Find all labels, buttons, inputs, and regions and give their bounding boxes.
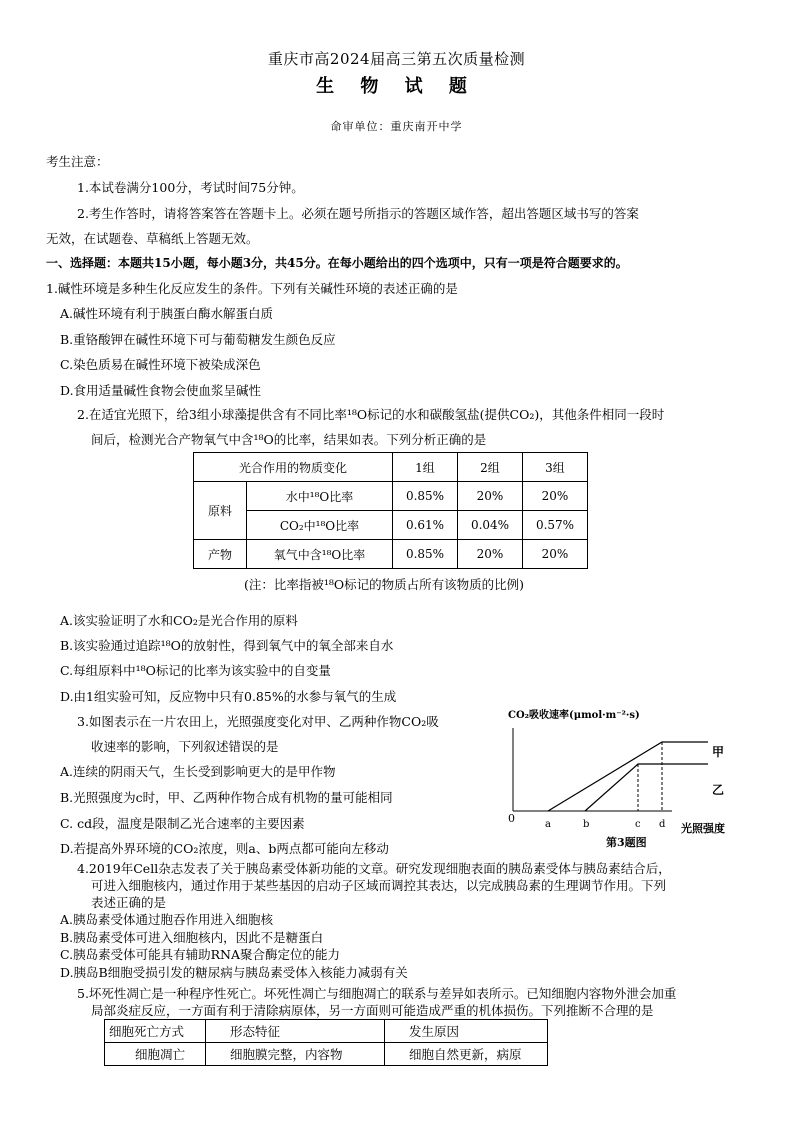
figure-ylabel: CO₂吸收速率(μmol·m⁻²·s) [508,710,640,721]
table-row [194,540,588,569]
table-row [194,453,588,482]
table-cell: 细胞膜完整，内容物 [206,1043,385,1066]
tick-a: a [545,819,551,830]
table-cell: 细胞凋亡 [105,1043,206,1066]
table-row [194,511,588,540]
q5-line-1: 5.坏死性凋亡是一种程序性死亡。坏死性凋亡与细胞凋亡的联系与差异如表所示。已知细胞内容物外泄会加重 [77,986,677,1001]
q1-stem: 1.碱性环境是多种生化反应发生的条件。下列有关碱性环境的表述正确的是 [46,281,458,296]
q3-option-d: D.若提高外界环境的CO₂浓度，则a、b两点都可能向左移动 [60,841,389,856]
q4-option-c: C.胰岛素受体可能具有辅助RNA聚合酶定位的能力 [60,947,340,962]
figure-xlabel: 光照强度 [681,822,725,835]
exam-unit: 命审单位：重庆南开中学 [330,120,463,133]
table-row [105,1020,548,1043]
table-row [194,482,588,511]
notice-item-3: 无效，在试题卷、草稿纸上答题无效。 [46,231,259,246]
q2-option-d: D.由1组实验可知，反应物中只有0.85%的水参与氧气的生成 [60,689,397,704]
table-header-cell: 2组 [458,453,523,482]
table-cell: 0.85% [393,482,458,511]
table-cell: 20% [458,540,523,569]
table-header-cell: 光合作用的物质变化 [194,453,393,482]
table-header-cell: 发生原因 [385,1020,548,1043]
tick-c: c [635,819,641,830]
table-cell: 0.04% [458,511,523,540]
table-header-cell: 形态特征 [206,1020,385,1043]
q4-option-b: B.胰岛素受体可进入细胞核内，因此不是糖蛋白 [60,930,324,945]
notice-item-2: 2.考生作答时，请将答案答在答题卡上。必须在题号所指示的答题区域作答，超出答题区域书写的答案 [77,206,639,221]
q3-stem-line2: 收速率的影响，下列叙述错误的是 [91,739,279,754]
table-header-cell: 3组 [523,453,588,482]
table-header-cell: 1组 [393,453,458,482]
q2-option-a: A.该实验证明了水和CO₂是光合作用的原料 [60,613,298,628]
q2-option-c: C.每组原料中¹⁸O标记的比率为该实验中的自变量 [60,663,331,678]
q3-stem-line1: 3.如图表示在一片农田上，光照强度变化对甲、乙两种作物CO₂吸 [77,714,439,729]
table-cell: 20% [523,482,588,511]
q4-line-1: 4.2019年Cell杂志发表了关于胰岛素受体新功能的文章。研究发现细胞表面的胰岛素受体与胰岛素结合后， [77,861,671,876]
table-cell: 20% [458,482,523,511]
q1-option-d: D.食用适量碱性食物会使血浆呈碱性 [60,383,262,398]
q1-option-c: C.染色质易在碱性环境下被染成深色 [60,357,261,372]
q4-line-2: 可进入细胞核内，通过作用于某些基因的启动子区域而调控其表达，以完成胰岛素的生理调节作用。下列 [91,878,667,893]
exam-title: 重庆市高2024届高三第五次质量检测 [267,50,526,68]
q3-option-a: A.连续的阴雨天气，生长受到影响更大的是甲作物 [60,764,336,779]
table-label-cell: 氧气中含¹⁸O比率 [247,540,393,569]
q3-option-c: C. cd段，温度是限制乙光合速率的主要因素 [60,816,305,831]
table-label-cell: 水中¹⁸O比率 [247,482,393,511]
series-jia-label: 甲 [712,745,725,759]
q1-option-b: B.重铬酸钾在碱性环境下可与葡萄糖发生颜色反应 [60,332,336,347]
figure-origin: 0 [508,812,515,825]
q2-table-note: (注：比率指被¹⁸O标记的物质占所有该物质的比例) [244,577,525,592]
table-cell: 20% [523,540,588,569]
series-yi-line [585,764,708,811]
table-cell: 0.61% [393,511,458,540]
table-cell: 细胞自然更新，病原 [385,1043,548,1066]
q2-option-b: B.该实验通过追踪¹⁸O的放射性，得到氧气中的氧全部来自水 [60,638,394,653]
table-label-cell: CO₂中¹⁸O比率 [247,511,393,540]
table-header-cell: 细胞死亡方式 [105,1020,206,1043]
q4-option-d: D.胰岛B细胞受损引发的糖尿病与胰岛素受体入核能力减弱有关 [60,965,408,980]
q1-option-a: A.碱性环境有利于胰蛋白酶水解蛋白质 [60,306,274,321]
subject-title: 生 物 试 题 [316,76,477,97]
q2-stem-line1: 2.在适宜光照下，给3组小球藻提供含有不同比率¹⁸O标记的水和碳酸氢盐(提供CO₂)，其他条件相同一段时 [77,407,665,422]
notice-label: 考生注意： [46,154,109,169]
q2-table [193,452,588,569]
q2-stem-line2: 间后，检测光合产物氧气中含¹⁸O的比率，结果如表。下列分析正确的是 [91,432,487,447]
table-cell: 0.85% [393,540,458,569]
figure-caption: 第3题图 [606,836,647,849]
q3-figure [500,700,750,850]
table-group-cell: 原料 [194,482,247,540]
q4-option-a: A.胰岛素受体通过胞吞作用进入细胞核 [60,912,274,927]
section-heading: 一、选择题：本题共15小题，每小题3分，共45分。在每小题给出的四个选项中，只有一项是符合题要求的。 [46,256,628,270]
series-jia-line [548,742,708,811]
tick-d: d [659,819,666,830]
series-yi-label: 乙 [712,783,725,797]
table-row [105,1043,548,1066]
table-group-cell: 产物 [194,540,247,569]
q4-line-3: 表述正确的是 [91,895,167,910]
q3-option-b: B.光照强度为c时，甲、乙两种作物合成有机物的量可能相同 [60,790,393,805]
notice-item-1: 1.本试卷满分100分，考试时间75分钟。 [77,180,304,195]
q5-table [104,1019,548,1066]
table-cell: 0.57% [523,511,588,540]
tick-b: b [583,819,590,830]
q5-line-2: 局部炎症反应，一方面有利于清除病原体，另一方面则可能造成严重的机体损伤。下列推断不合理的是 [91,1003,654,1018]
